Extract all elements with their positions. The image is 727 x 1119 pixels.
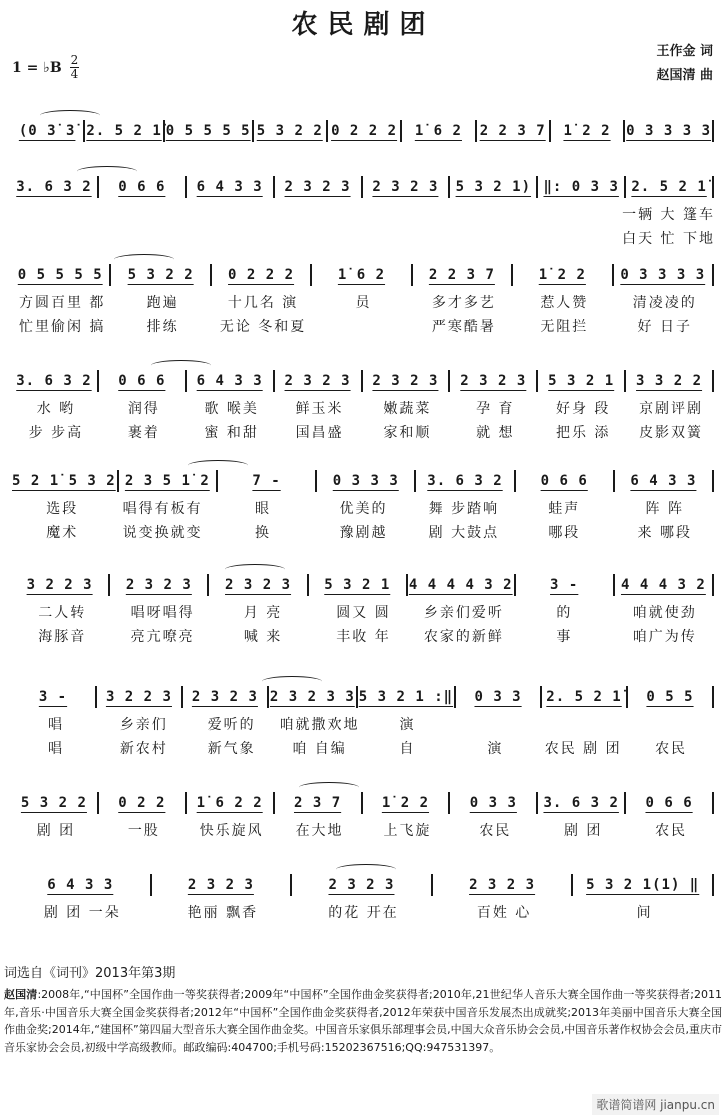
lyric-text: 乡亲们 [119,717,168,733]
lyric-line [12,398,715,418]
bar-line [712,120,714,142]
bar-line [97,370,99,392]
bar-line [624,176,626,198]
measure: 7 - [252,473,281,489]
bar-line [267,686,269,708]
bar-line [414,470,416,492]
measure: 2 3 2 3 [284,179,351,195]
lyric-text: 换 [255,525,272,541]
lyric-text: 蜜 和甜 [204,425,259,441]
measure: 4 4 4 3 2 [620,577,706,593]
notation-line [12,174,715,200]
measure: 3. 6 3 2 [427,473,503,489]
lyric-text: 海豚音 [38,629,87,645]
measure: 6 4 3 3 [47,877,114,893]
bar-line [273,176,275,198]
measure: 0 6 6 [540,473,588,489]
bar-line [406,574,408,596]
lyric-text: 水 哟 [36,401,76,417]
slur-mark [262,676,322,687]
lyric-text: 严寒酷暑 [431,319,496,335]
lyric-text: 亮亢嘹亮 [130,629,195,645]
measure: 0 3 3 [469,795,517,811]
lyric-text: 剧 团 一朵 [43,905,121,921]
bar-line [624,792,626,814]
lyric-text: 忙里偷闲 搞 [18,319,106,335]
measure: (0 3̇ 3̇ [18,123,76,139]
lyric-line [12,820,715,840]
bar-line [549,120,551,142]
slur-mark [114,254,174,265]
notation-line [12,468,715,494]
bio-text: :2008年,“中国杯”全国作曲一等奖获得者;2009年“中国杯”全国作曲金奖获得者;2010年,21世纪华人音乐大赛全国作曲一等奖获得者;2011年,音乐·中国音乐大赛全国金奖获得者;2012年“中国杯”全国作曲金奖获得者,2012年荣获中国音乐发展杰出成就奖;2013年美丽中国音乐大赛全国作曲金奖;2014年,“建国杯”第四届大型音乐大赛全国作曲金奖。中国音乐家俱乐部理事会员,中国大众音乐协会会员,中国音乐著作权协会会员,重庆市音乐家协会会员,初级中学高级教师。邮政编码:404700;手机号码:15202367516;QQ:947531397。 [4,988,722,1054]
bar-line [712,370,714,392]
lyric-text: 员 [355,295,372,311]
lyric-text: 哪段 [548,525,581,541]
bar-line [273,370,275,392]
measure: 2 2 3 7 [479,123,546,139]
bar-line [252,120,254,142]
lyric-text: 演 [487,741,504,757]
bar-line [185,370,187,392]
bio-name: 赵国清 [4,988,38,1001]
lyric-text: 农民 剧 团 [544,741,622,757]
bar-line [273,792,275,814]
lyric-text: 唱 [47,717,64,733]
bar-line [97,176,99,198]
bar-line [448,370,450,392]
lyric-text: 京剧评剧 [639,401,704,417]
lyric-text: 眼 [255,501,272,517]
lyric-text: 唱得有板有 [122,501,203,517]
lyric-line [12,626,715,646]
bar-line [181,686,183,708]
bar-line [712,176,714,198]
measure: 2 3 2 3 [469,877,536,893]
measure: 0 2 2 2 [331,123,398,139]
measure: 2 3 2 3 [284,373,351,389]
lyric-text: 孕 育 [476,401,515,417]
measure: 2 3 2 3 [372,373,439,389]
lyric-text: 事 [556,629,573,645]
measure: 0 3 3 3 3 [626,123,712,139]
bar-line [448,792,450,814]
lyric-text: 十几名 演 [227,295,299,311]
measure: 1̇ 2 2 [381,795,430,811]
lyric-text: 优美的 [339,501,388,517]
lyric-text: 爱听的 [207,717,256,733]
measure: 0 5 5 5 5 [165,123,251,139]
lyric-text: 无阻拦 [540,319,589,335]
bar-line [612,264,614,286]
bar-line [624,370,626,392]
lyric-text: 多才多艺 [431,295,496,311]
bar-line [411,264,413,286]
measure: 2. 5 2 1̇ [631,179,707,195]
bar-line [712,470,714,492]
lyric-text: 白天 忙 下地 [622,231,715,247]
measure: 3 2 2 3 [26,577,93,593]
notation-line [12,262,715,288]
lyric-text: 豫剧越 [339,525,388,541]
bar-line [185,792,187,814]
source-note: 词选自《词刊》2013年第3期 [4,966,176,981]
measure: 2. 5 2 1̇ [86,123,162,139]
measure: 4 4 4 4 3 2 [408,577,513,593]
bar-line [108,574,110,596]
measure: 3 - [550,577,579,593]
measure: 6 4 3 3 [196,179,263,195]
lyric-text: 农民 [655,823,688,839]
notation-line [12,368,715,394]
measure: 3 3 2 2 [636,373,703,389]
bar-line [109,264,111,286]
bar-line [511,264,513,286]
watermark-logo: 歌谱简谱网 jianpu.cn [592,1094,719,1115]
lyric-text: 选段 [46,501,79,517]
notation-line [12,572,715,598]
lyric-text: 鲜玉米 [295,401,344,417]
measure: 6 4 3 3 [630,473,697,489]
bar-line [326,120,328,142]
lyric-text: 舞 步踏响 [428,501,500,517]
bar-line [307,574,309,596]
bar-line [216,470,218,492]
bar-line [613,574,615,596]
lyric-line [12,522,715,542]
lyric-text: 魔术 [46,525,79,541]
lyric-text: 剧 大鼓点 [428,525,500,541]
measure: 5 3 2 2 [127,267,194,283]
measure: 0 3 3 [474,689,522,705]
page-title: 农民剧团 [291,10,436,40]
measure: 2. 5 2 1̇ [546,689,622,705]
bar-line [712,574,714,596]
measure: 0 3 3 3 [332,473,399,489]
measure: 0 2 2 [118,795,166,811]
lyric-text: 农家的新鲜 [423,629,504,645]
measure: 2 2 3 7 [428,267,495,283]
lyric-text: 一股 [127,823,160,839]
measure: 2 3 2 3 [125,577,192,593]
bar-line [712,874,714,896]
bar-line [536,792,538,814]
slur-mark [151,360,211,371]
bar-line [356,686,358,708]
measure: 0 6 6 [645,795,693,811]
lyric-text: 惹人赞 [540,295,589,311]
lyric-text: 咱就撒欢地 [279,717,360,733]
lyric-line [12,602,715,622]
measure: 5 3 2 2 [20,795,87,811]
lyric-text: 唱 [47,741,64,757]
measure: 3. 6 3 2 [16,373,92,389]
lyric-line [12,422,715,442]
bar-line [207,574,209,596]
lyric-line [12,204,715,224]
notation-line [12,790,715,816]
bar-line [571,874,573,896]
bar-line [210,264,212,286]
lyric-text: 快乐旋风 [199,823,264,839]
lyric-text: 无论 冬和夏 [219,319,307,335]
bar-line [536,370,538,392]
lyric-text: 蛙声 [548,501,581,517]
measure: 6 4 3 3 [196,373,263,389]
measure: 2 3 5 1̇ 2 [124,473,210,489]
measure: 2 3 7 [293,795,342,811]
lyric-text: 咱 自编 [292,741,347,757]
measure: ‖: 0 3 3 [543,179,619,195]
bar-line [361,792,363,814]
lyric-line [12,498,715,518]
bar-line [712,686,714,708]
key-signature [12,54,79,81]
measure: 1̇ 2 2 [563,123,611,139]
lyric-line [12,316,715,336]
measure: 0 6 6 [118,373,166,389]
measure: 1̇ 6 2 [414,123,462,139]
measure: 1̇ 6 2 2 [196,795,263,811]
slur-mark [299,782,359,793]
notation-line [12,684,715,710]
lyric-text: 二人转 [38,605,87,621]
bar-line [163,120,165,142]
bar-line [454,686,456,708]
lyric-text: 圆又 圆 [336,605,391,621]
measure: 1̇ 2 2 [538,267,586,283]
measure: 5 3 2 1) [455,179,532,195]
lyric-text: 剧 团 [36,823,76,839]
lyric-text: 新气象 [207,741,256,757]
lyricist-credit: 王作金 词 [656,44,713,59]
measure: 2 3 2 3 [460,373,527,389]
measure: 5 3 2 1(1̇) ‖ [586,877,700,893]
lyric-text: 就 想 [476,425,515,441]
slur-mark [188,460,248,471]
bar-line [117,470,119,492]
measure: 5 3 2 1 :‖ [358,689,454,705]
bar-line [475,120,477,142]
lyric-text: 把乐 添 [555,425,611,441]
lyric-text: 上飞旋 [383,823,432,839]
lyric-line [12,714,715,734]
bar-line [95,686,97,708]
key-label: 1 = ♭B [12,59,62,76]
lyric-text: 跑遍 [146,295,179,311]
measure: 5 3 2 1 [548,373,615,389]
lyric-text: 月 亮 [243,605,283,621]
time-bottom: 4 [70,67,79,81]
lyric-text: 乡亲们爱听 [423,605,504,621]
lyric-text: 喊 来 [243,629,283,645]
lyric-text: 说变换就变 [122,525,203,541]
lyric-text: 家和顺 [383,425,432,441]
bar-line [185,176,187,198]
bar-line [712,792,714,814]
lyric-text: 剧 团 [563,823,603,839]
lyric-text: 唱呀唱得 [130,605,195,621]
lyric-text: 演 [399,717,416,733]
bar-line [712,264,714,286]
notation-line [12,118,715,144]
slur-mark [336,864,396,875]
lyric-text: 裹着 [127,425,160,441]
bar-line [514,574,516,596]
measure: 3 - [38,689,68,705]
time-signature [70,54,80,81]
measure: 5 3 2 1 [324,577,391,593]
bar-line [540,686,542,708]
lyric-text: 好 日子 [637,319,692,335]
measure: 2 3 2 3 [328,877,395,893]
bar-line [514,470,516,492]
measure: 0 5 5 5 5 [17,267,103,283]
composer-bio [4,986,722,1056]
lyric-line [12,292,715,312]
bar-line [97,792,99,814]
time-top: 2 [70,53,79,67]
bar-line [613,470,615,492]
lyric-text: 的花 开在 [328,905,399,921]
bar-line [310,264,312,286]
measure: 2 3 2 3 [187,877,254,893]
bar-line [315,470,317,492]
lyric-text: 嫩蔬菜 [383,401,432,417]
notation-line [12,872,715,898]
bar-line [400,120,402,142]
lyric-text: 艳丽 飘香 [187,905,259,921]
lyric-text: 阵 阵 [645,501,684,517]
lyric-text: 一辆 大 篷车 [622,207,715,223]
lyric-text: 来 哪段 [637,525,692,541]
bar-line [623,120,625,142]
measure: 3 2 2 3 [105,689,172,705]
lyric-text: 咱广为传 [632,629,697,645]
measure: 2 3 2 3 [372,179,439,195]
slur-mark [225,564,285,575]
measure: 3. 6 3 2 [16,179,92,195]
lyric-text: 的 [556,605,573,621]
bar-line [290,874,292,896]
lyric-text: 自 [399,741,416,757]
lyric-text: 农民 [479,823,512,839]
lyric-line [12,228,715,248]
lyric-text: 歌 喉美 [204,401,259,417]
lyric-line [12,738,715,758]
lyric-text: 国昌盛 [295,425,344,441]
bar-line [83,120,85,142]
bar-line [361,370,363,392]
lyric-line [12,902,715,922]
measure: 0 5 5 [646,689,694,705]
lyric-text: 排练 [146,319,179,335]
bar-line [361,176,363,198]
lyric-text: 新农村 [119,741,168,757]
lyric-text: 皮影双簧 [639,425,704,441]
composer-credit: 赵国清 曲 [656,68,713,83]
lyric-text: 间 [636,905,653,921]
lyric-text: 步 步高 [28,425,84,441]
lyric-text: 润得 [127,401,160,417]
measure: 3. 6 3 2 [543,795,619,811]
lyric-text: 好身 段 [555,401,611,417]
bar-line [536,176,538,198]
lyric-text: 在大地 [295,823,344,839]
lyric-text: 农民 [655,741,688,757]
measure: 2 3 2 3 [225,577,292,593]
bar-line [150,874,152,896]
measure: 2 3 2 3 3 [269,689,355,705]
measure: 5 3 2 2 [256,123,323,139]
bar-line [431,874,433,896]
lyric-text: 百姓 心 [476,905,532,921]
lyric-text: 咱就使劲 [632,605,697,621]
measure: 0 2 2 2 [228,267,295,283]
lyric-text: 丰收 年 [336,629,391,645]
bar-line [448,176,450,198]
slur-mark [77,166,137,177]
measure: 1̇ 6 2 [337,267,386,283]
lyric-text: 清凌凌的 [632,295,697,311]
slur-mark [40,110,100,121]
measure: 0 3 3 3 3 [620,267,706,283]
bar-line [626,686,628,708]
measure: 2 3 2 3 [191,689,258,705]
lyric-text: 方圆百里 都 [18,295,106,311]
measure: 5 2 1̇ 5 3 2 [12,473,116,489]
measure: 0 6 6 [118,179,166,195]
